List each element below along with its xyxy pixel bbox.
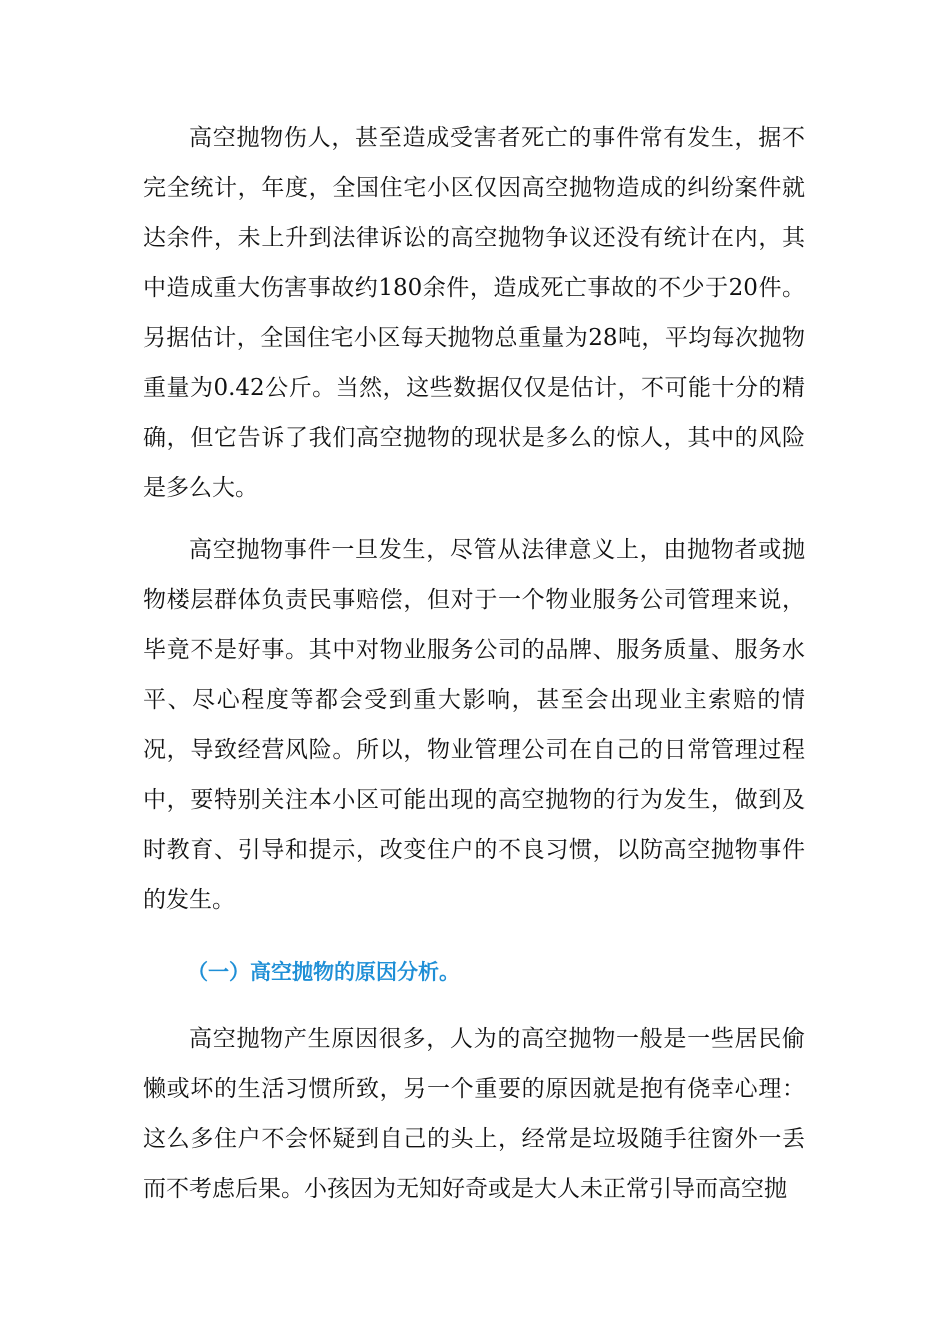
document-page	[143, 113, 805, 1214]
paragraph-property-management: 高空抛物事件一旦发生，尽管从法律意义上，由抛物者或抛物楼层群体负责民事赔偿，但对于一个物业服务公司管理来说，毕竟不是好事。其中对物业服务公司的品牌、服务质量、服务水平、尽心程度等都会受到重大影响，甚至会出现业主索赔的情况，导致经营风险。所以，物业管理公司在自己的日常管理过程中，要特别关注本小区可能出现的高空抛物的行为发生，做到及时教育、引导和提示，改变住户的不良习惯，以防高空抛物事件的发生。	[143, 537, 805, 913]
section-heading: （一）高空抛物的原因分析。	[187, 960, 460, 984]
paragraph-statistics: 高空抛物伤人，甚至造成受害者死亡的事件常有发生，据不完全统计，年度，全国住宅小区仅因高空抛物造成的纠纷案件就达余件，未上升到法律诉讼的高空抛物争议还没有统计在内，其中造成重大伤害事故约180余件，造成死亡事故的不少于20件。另据估计，全国住宅小区每天抛物总重量为28吨，平均每次抛物重量为0.42公斤。当然，这些数据仅仅是估计，不可能十分的精确，但它告诉了我们高空抛物的现状是多么的惊人，其中的风险是多么大。	[143, 125, 805, 501]
paragraph-cause-analysis: 高空抛物产生原因很多，人为的高空抛物一般是一些居民偷懒或坏的生活习惯所致，另一个重要的原因就是抱有侥幸心理：这么多住户不会怀疑到自己的头上，经常是垃圾随手往窗外一丢而不考虑后果。小孩因为无知好奇或是大人未正常引导而高空抛	[143, 1026, 805, 1202]
